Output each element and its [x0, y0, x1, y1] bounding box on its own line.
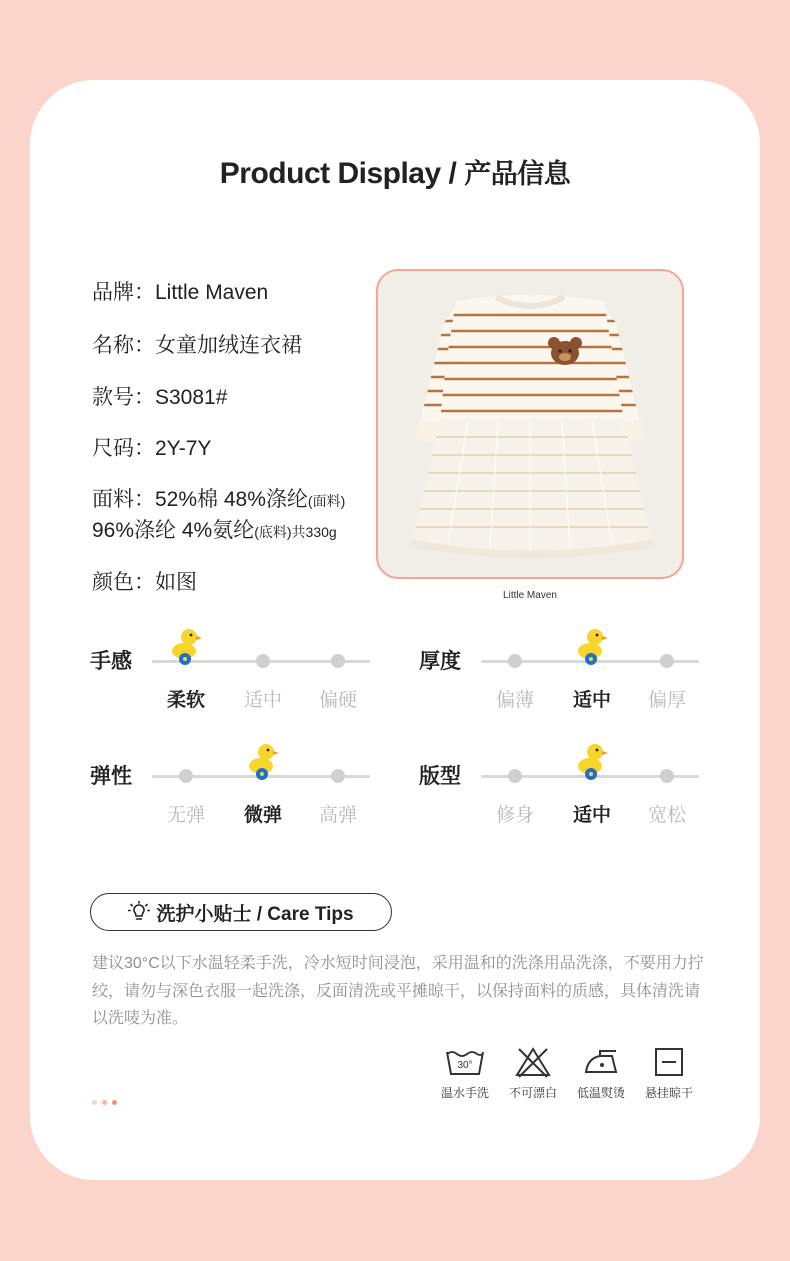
page-title — [0, 152, 790, 191]
fabric-label: 面料： — [92, 488, 155, 511]
color-label: 颜色： — [92, 571, 155, 594]
info-fabric — [92, 483, 345, 513]
care-label: 悬挂晾干 — [644, 1086, 693, 1100]
photo-caption: Little Maven — [503, 590, 557, 601]
dress-illustration — [378, 271, 682, 577]
care-label: 温水手洗 — [440, 1086, 489, 1100]
care-symbols — [430, 1046, 705, 1106]
fabric-weight: 共330g — [291, 524, 337, 540]
fabric-value-1: 52%棉 48%涤纶 — [155, 488, 308, 511]
care-item — [498, 1046, 568, 1101]
scale-dot — [331, 769, 345, 783]
low-iron-icon — [582, 1046, 620, 1078]
scale-dot — [256, 654, 270, 668]
scale-option: 偏硬 — [318, 690, 357, 711]
care-item — [430, 1046, 500, 1101]
scale-option: 无弹 — [166, 805, 205, 826]
style-value: S3081# — [155, 386, 228, 409]
scale-option: 高弹 — [318, 805, 357, 826]
product-photo — [376, 269, 684, 579]
care-label: 不可漂白 — [508, 1086, 557, 1100]
scale-dot — [179, 769, 193, 783]
care-tips-text: 建议30°C以下水温轻柔手洗，冷水短时间浸泡，采用温和的洗涤用品洗涤，不要用力拧绞，请勿与深色衣服一起洗涤，反面清洗或平摊晾干，以保持面料的质感，具体清洗请以洗唛为准。 — [92, 955, 704, 1027]
care-item — [634, 1046, 704, 1101]
care-item — [566, 1046, 636, 1101]
scale-dot — [331, 654, 345, 668]
care-label: 低温熨烫 — [576, 1086, 625, 1100]
scale-option: 宽松 — [647, 805, 686, 826]
duck-marker-icon — [169, 625, 203, 665]
info-size — [92, 432, 211, 462]
page-dots — [92, 1092, 122, 1110]
scale-fit — [419, 760, 749, 840]
care-tips-pill — [90, 893, 392, 931]
hang-dry-icon — [652, 1046, 686, 1078]
scale-option: 微弹 — [243, 805, 282, 826]
fabric-note-2: (底料) — [254, 524, 292, 540]
lightbulb-icon — [128, 901, 150, 923]
info-color — [92, 566, 197, 596]
name-label: 名称： — [92, 334, 155, 357]
no-bleach-icon — [514, 1046, 552, 1078]
scale-dot — [508, 769, 522, 783]
scale-option: 适中 — [572, 690, 611, 711]
info-fabric-lining — [92, 514, 337, 544]
fabric-value-2: 96%涤纶 4%氨纶 — [92, 519, 255, 542]
scale-thickness — [419, 645, 749, 725]
info-style — [92, 381, 227, 411]
scale-elasticity — [90, 760, 420, 840]
scale-option: 柔软 — [166, 690, 205, 711]
size-label: 尺码： — [92, 437, 155, 460]
info-name — [92, 329, 302, 359]
scale-label: 厚度 — [419, 650, 461, 673]
title-cn: 产品信息 — [464, 159, 571, 189]
title-separator: / — [440, 157, 465, 190]
scale-label: 版型 — [419, 765, 461, 788]
duck-marker-icon — [246, 740, 280, 780]
info-brand — [92, 276, 268, 306]
dot-indicator — [92, 1100, 97, 1105]
dot-indicator — [112, 1100, 117, 1105]
duck-marker-icon — [575, 625, 609, 665]
scale-label: 弹性 — [90, 765, 132, 788]
name-value: 女童加绒连衣裙 — [155, 334, 302, 357]
hand-wash-icon — [444, 1046, 486, 1078]
scale-dot — [508, 654, 522, 668]
scale-option: 适中 — [243, 690, 282, 711]
fabric-note-1: (面料) — [307, 493, 346, 509]
scale-label: 手感 — [90, 650, 132, 673]
scale-option: 适中 — [572, 805, 611, 826]
brand-value: Little Maven — [155, 281, 269, 304]
scale-option: 偏厚 — [647, 690, 686, 711]
scale-option: 偏薄 — [495, 690, 534, 711]
brand-label: 品牌： — [92, 281, 155, 304]
style-label: 款号： — [92, 386, 155, 409]
care-tips-title: 洗护小贴士 / Care Tips — [156, 903, 354, 925]
scale-option: 修身 — [495, 805, 534, 826]
scale-dot — [660, 654, 674, 668]
title-en: Product Display — [219, 157, 441, 190]
duck-marker-icon — [575, 740, 609, 780]
dot-indicator — [102, 1100, 107, 1105]
wash-temp-label: 30° — [457, 1060, 473, 1071]
size-value: 2Y-7Y — [155, 437, 212, 460]
scale-dot — [660, 769, 674, 783]
scale-feel — [90, 645, 420, 725]
color-value: 如图 — [155, 571, 197, 594]
